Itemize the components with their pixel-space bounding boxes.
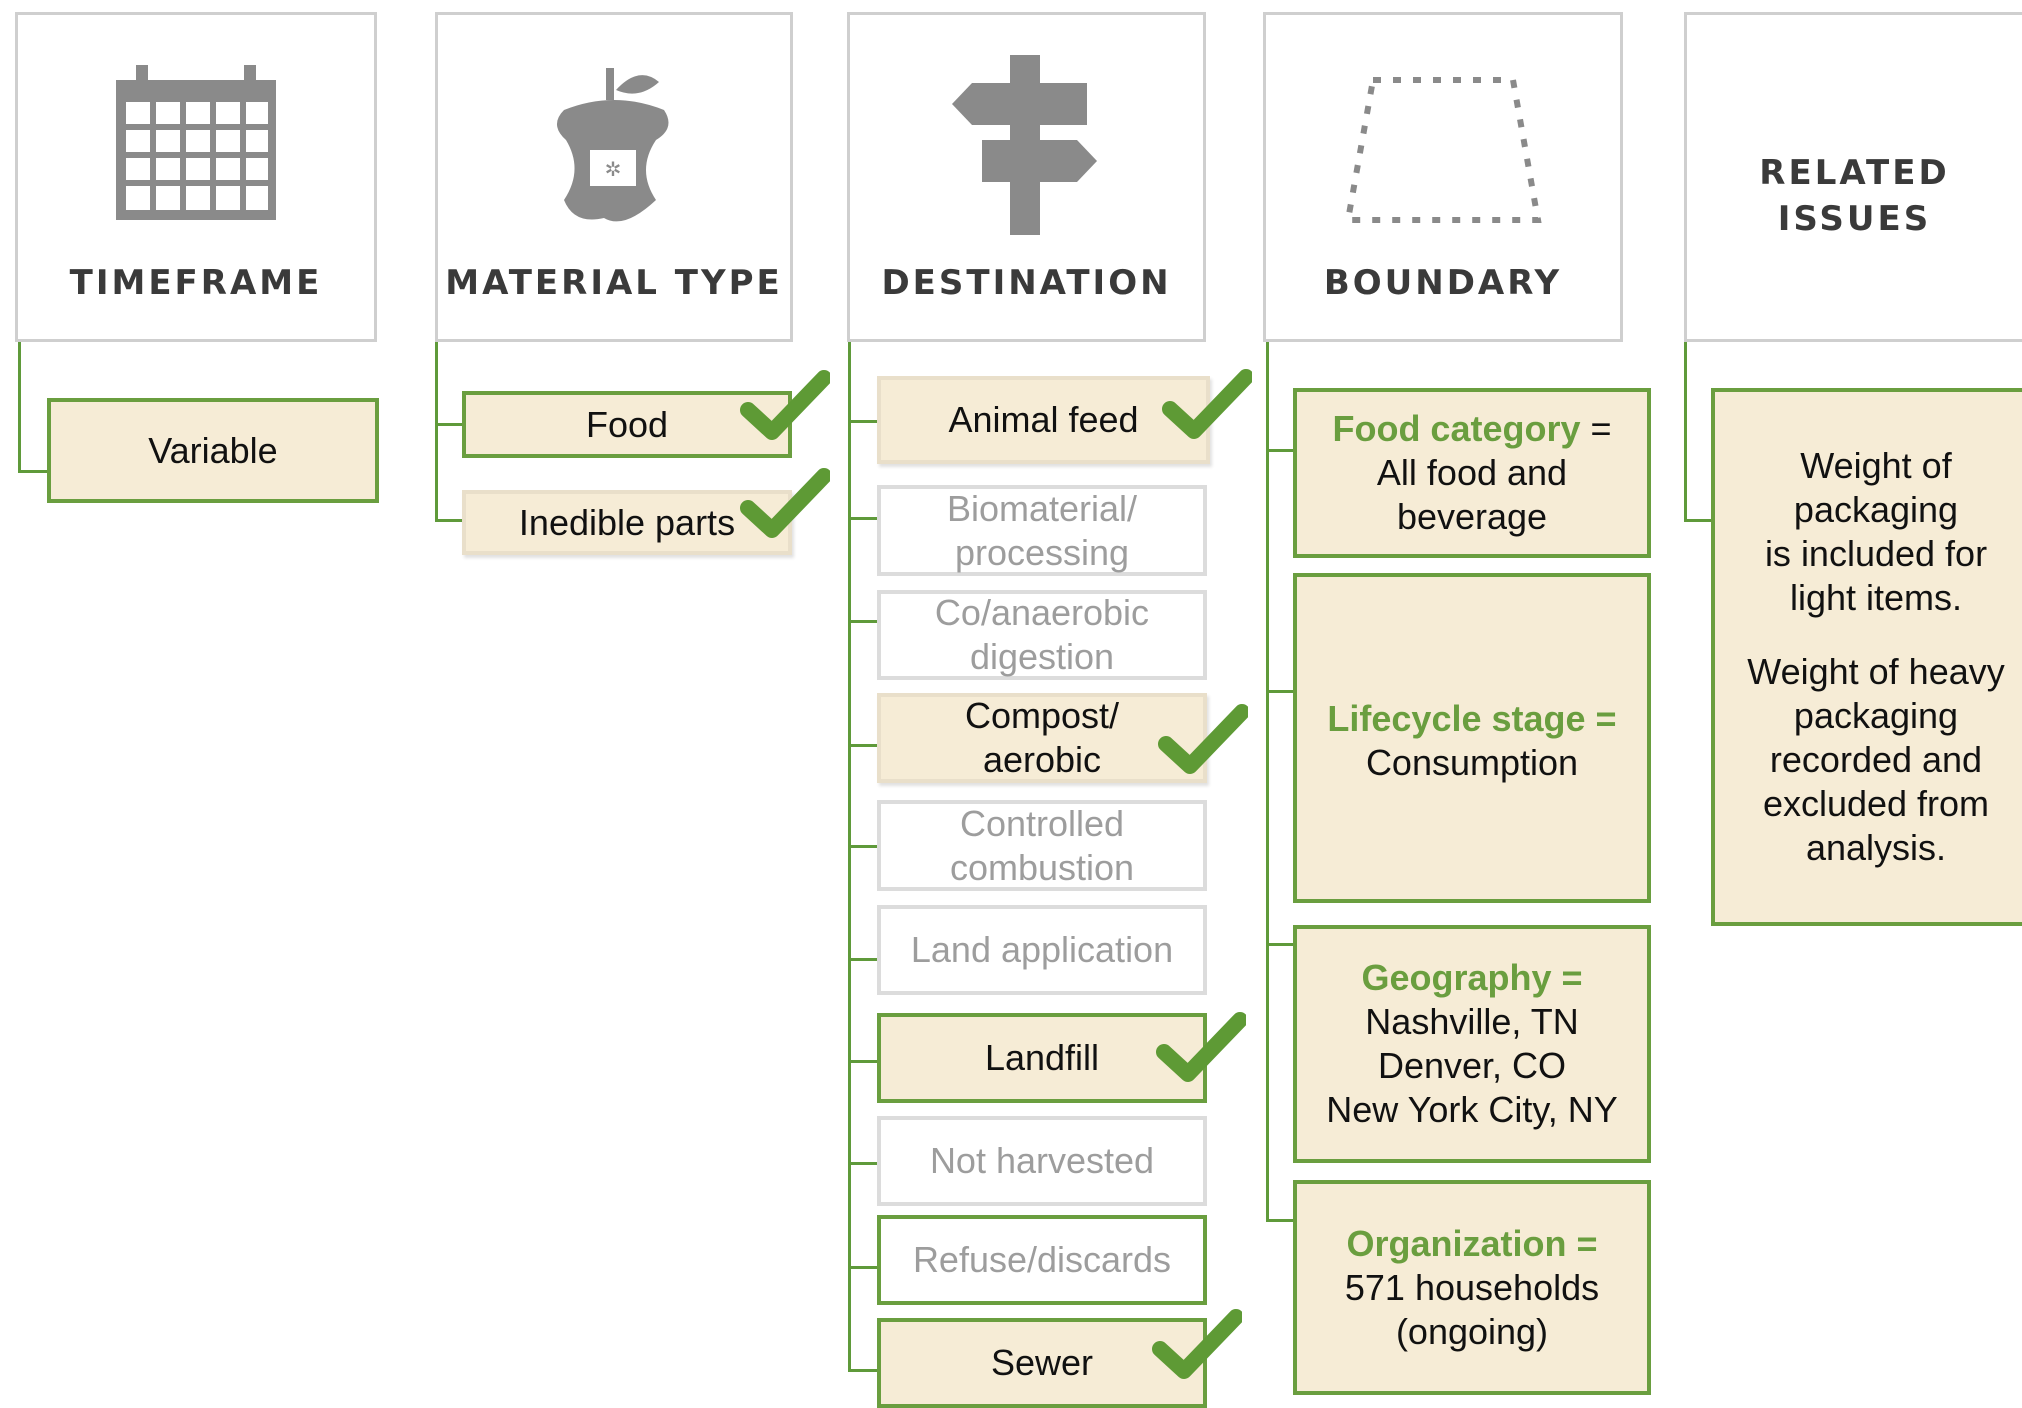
timeframe-branch — [18, 470, 48, 473]
dest-branch-2 — [848, 517, 878, 520]
food-category-value-line2: beverage — [1396, 496, 1548, 537]
destination-item-label: Landfill — [984, 1037, 1100, 1078]
material-branch-1 — [435, 423, 465, 426]
destination-header — [847, 12, 1206, 342]
related-connector — [1684, 342, 1687, 522]
food-category-key-line — [1332, 407, 1611, 451]
timeframe-value-text: Variable — [148, 429, 278, 471]
apple-core-icon — [438, 55, 790, 235]
destination-item-label: Not harvested — [929, 1140, 1155, 1181]
boundary-connector — [1266, 342, 1269, 1222]
destination-item-label: Sewer — [990, 1342, 1094, 1383]
svg-text:✲: ✲ — [604, 157, 622, 181]
dest-branch-8 — [848, 1162, 878, 1165]
destination-item-biomaterial — [877, 485, 1207, 576]
material-branch-2 — [435, 519, 465, 522]
lifecycle-value: Consumption — [1365, 742, 1579, 783]
related-issues-title-line1: RELATED — [1759, 153, 1950, 193]
destination-item-label: Land application — [910, 929, 1174, 970]
related-issues-title — [1687, 150, 2022, 242]
related-issues-line: light items. — [1789, 577, 1963, 618]
destination-item-refuse — [877, 1215, 1207, 1305]
boundary-header — [1263, 12, 1623, 342]
material-item-label: Food — [585, 403, 669, 445]
destination-item-label: Refuse/discards — [912, 1239, 1172, 1280]
destination-item-anaerobic — [877, 590, 1207, 680]
dest-branch-3 — [848, 620, 878, 623]
related-issues-header — [1684, 12, 2022, 342]
check-icon — [740, 368, 830, 448]
timeframe-value — [47, 398, 379, 503]
check-icon — [1152, 1307, 1242, 1387]
boundary-branch-3 — [1266, 943, 1296, 946]
calendar-icon — [18, 55, 374, 235]
check-icon — [1158, 702, 1248, 782]
boundary-food-category — [1293, 388, 1651, 558]
dest-branch-6 — [848, 958, 878, 961]
boundary-trapezoid-icon — [1266, 55, 1620, 235]
check-icon — [1162, 367, 1252, 447]
related-issues-box — [1711, 388, 2022, 926]
related-branch — [1684, 519, 1714, 522]
boundary-branch-2 — [1266, 690, 1296, 693]
destination-item-label-line2: digestion — [969, 636, 1115, 677]
dest-branch-10 — [848, 1369, 878, 1372]
destination-item-label-line1: Controlled — [959, 802, 1125, 844]
related-issues-title-line2: ISSUES — [1777, 199, 1932, 239]
check-icon — [740, 466, 830, 546]
timeframe-connector — [18, 342, 21, 472]
boundary-organization — [1293, 1180, 1651, 1395]
boundary-branch-1 — [1266, 449, 1296, 452]
food-category-eq: = — [1580, 408, 1612, 449]
destination-item-label-line1: Biomaterial/ — [946, 487, 1138, 529]
signpost-icon — [850, 55, 1203, 235]
boundary-branch-4 — [1266, 1219, 1296, 1222]
related-issues-line: Weight of heavy — [1747, 651, 2005, 692]
food-category-key: Food category — [1332, 408, 1581, 449]
destination-item-label-line1: Co/anaerobic — [934, 592, 1150, 633]
geography-value-line3: New York City, NY — [1326, 1089, 1618, 1130]
check-icon — [1156, 1010, 1246, 1090]
destination-item-not-harvested — [877, 1116, 1207, 1206]
organization-key: Organization = — [1346, 1222, 1598, 1264]
destination-item-combustion — [877, 800, 1207, 891]
dest-branch-5 — [848, 845, 878, 848]
destination-item-label-line2: processing — [954, 531, 1130, 573]
destination-item-label-line2: aerobic — [982, 739, 1102, 780]
food-category-value-line1: All food and — [1376, 452, 1568, 493]
destination-item-label-line2: combustion — [949, 846, 1135, 888]
geography-value-line1: Nashville, TN — [1365, 1001, 1579, 1042]
dest-branch-9 — [848, 1266, 878, 1269]
related-issues-line: packaging — [1793, 489, 1959, 530]
timeframe-title: TIMEFRAME — [69, 263, 323, 303]
organization-value-line1: 571 households — [1344, 1266, 1600, 1308]
boundary-lifecycle — [1293, 573, 1651, 903]
material-type-header — [435, 12, 793, 342]
related-issues-line: analysis. — [1805, 827, 1947, 868]
dest-branch-7 — [848, 1060, 878, 1063]
related-issues-line: excluded from — [1762, 783, 1990, 824]
destination-item-land-application — [877, 905, 1207, 995]
dest-branch-4 — [848, 744, 878, 747]
dest-branch-1 — [848, 420, 878, 423]
boundary-geography — [1293, 925, 1651, 1163]
timeframe-header — [15, 12, 377, 342]
destination-title: DESTINATION — [881, 263, 1172, 303]
related-issues-line: recorded and — [1769, 739, 1983, 780]
destination-connector — [848, 342, 851, 1372]
related-issues-line: is included for — [1764, 533, 1988, 574]
organization-value-line2: (ongoing) — [1395, 1310, 1549, 1352]
related-issues-line: packaging — [1793, 695, 1959, 736]
destination-item-animal-feed — [877, 376, 1210, 464]
destination-item-label-line1: Compost/ — [964, 695, 1120, 736]
lifecycle-key: Lifecycle stage = — [1327, 698, 1617, 739]
geography-key: Geography = — [1361, 957, 1583, 998]
material-type-title: MATERIAL TYPE — [445, 263, 783, 303]
material-item-label: Inedible parts — [518, 501, 736, 543]
destination-item-label: Animal feed — [948, 399, 1139, 440]
geography-value-line2: Denver, CO — [1377, 1045, 1567, 1086]
boundary-title: BOUNDARY — [1323, 263, 1563, 303]
material-connector — [435, 342, 438, 522]
related-issues-line: Weight of — [1800, 445, 1952, 486]
